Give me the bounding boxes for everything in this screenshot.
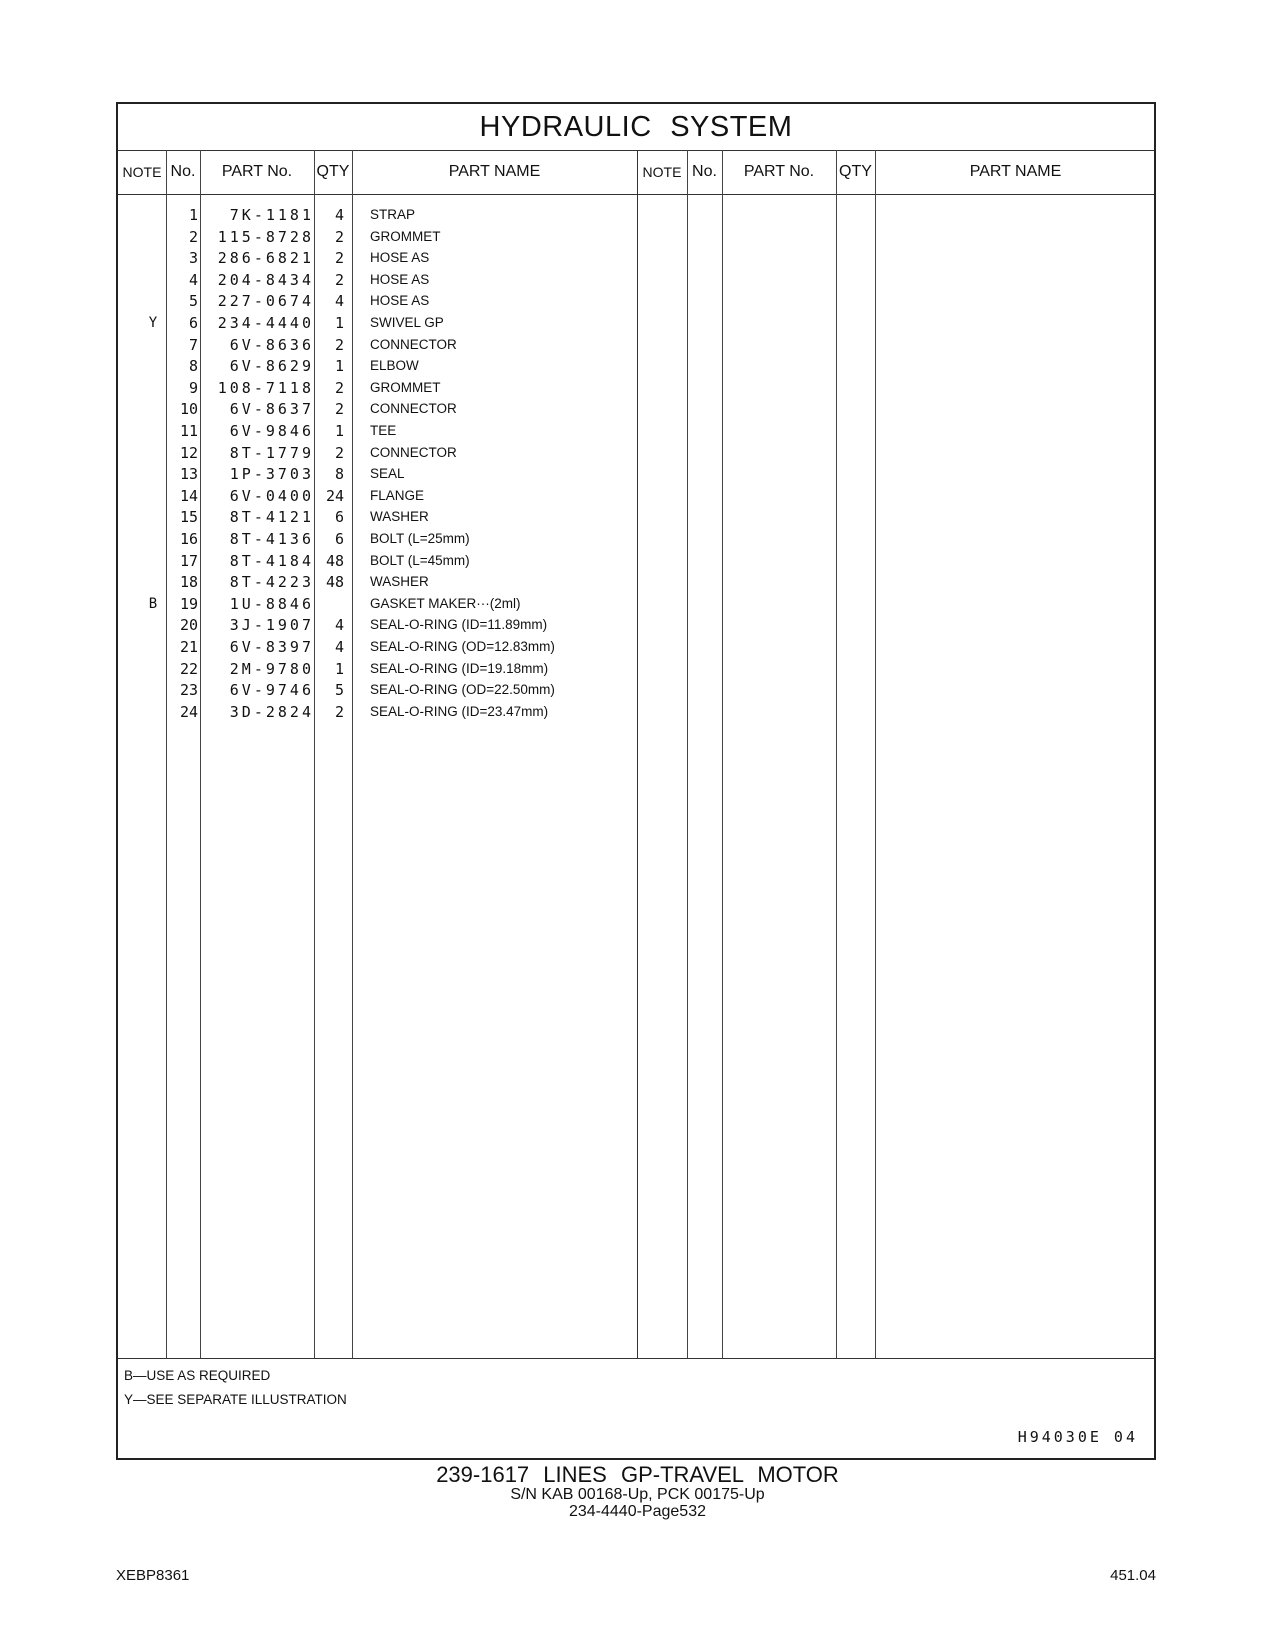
item-number-cell: 19	[179, 594, 198, 613]
note-cell: B	[148, 595, 158, 612]
col-line	[722, 150, 723, 1358]
table-row	[118, 701, 637, 723]
part-number-cell: 8T-4121	[229, 508, 314, 527]
table-row	[118, 571, 637, 593]
quantity-cell: 2	[334, 270, 344, 289]
table-row	[118, 290, 637, 312]
table-row	[118, 593, 637, 615]
item-number-cell: 6	[188, 314, 198, 332]
item-number-cell: 7	[188, 335, 198, 354]
part-name-cell: HOSE AS	[370, 250, 430, 266]
header-part-name-right: PART NAME	[969, 163, 1062, 180]
note-b: B—USE AS REQUIRED	[124, 1368, 271, 1383]
header-divider	[118, 194, 1154, 195]
part-name-cell: SEAL-O-RING (OD=22.50mm)	[370, 682, 555, 698]
part-name-cell: SWIVEL GP	[370, 315, 444, 330]
part-number-cell: 6V-8637	[229, 400, 314, 419]
part-number-cell: 6V-0400	[229, 486, 314, 505]
part-name-cell: TEE	[370, 423, 397, 438]
quantity-cell: 1	[334, 357, 344, 376]
part-name-cell: GASKET MAKER···(2ml)	[370, 595, 521, 611]
part-number-cell: 234-4440	[217, 314, 314, 332]
part-name-cell: SEAL-O-RING (ID=23.47mm)	[370, 703, 549, 719]
item-number-cell: 10	[179, 400, 198, 419]
table-row	[118, 334, 637, 356]
part-number-cell: 8T-4223	[229, 573, 314, 592]
table-row	[118, 420, 637, 442]
item-number-cell: 12	[179, 443, 198, 462]
header-no-right: No.	[692, 163, 717, 180]
part-name-cell: ELBOW	[370, 358, 419, 374]
part-name-cell: HOSE AS	[370, 271, 430, 287]
table-row	[118, 528, 637, 550]
quantity-cell: 2	[334, 400, 344, 419]
header-note-right: NOTE	[642, 164, 682, 180]
quantity-cell: 6	[334, 508, 344, 527]
header-no: No.	[170, 163, 196, 180]
part-number-cell: 227-0674	[217, 292, 314, 311]
part-number-cell: 8T-4184	[229, 551, 314, 570]
item-number-cell: 14	[179, 486, 198, 505]
quantity-cell: 4	[334, 616, 344, 635]
part-number-cell: 1P-3703	[229, 465, 314, 484]
item-number-cell: 4	[188, 270, 198, 289]
quantity-cell: 2	[334, 702, 344, 721]
table-row	[118, 550, 637, 572]
quantity-cell: 48	[325, 551, 344, 570]
part-number-cell: 204-8434	[217, 270, 314, 289]
part-name-cell: CONNECTOR	[370, 336, 457, 352]
quantity-cell: 4	[334, 206, 344, 224]
part-number-cell: 3J-1907	[229, 616, 314, 635]
table-row	[118, 355, 637, 377]
note-cell: Y	[148, 315, 158, 331]
header-part-no: PART No.	[221, 163, 293, 180]
part-number-cell: 8T-4136	[229, 530, 314, 548]
part-number-cell: 6V-8629	[229, 357, 314, 376]
group-title: 239-1617 LINES GP-TRAVEL MOTOR	[436, 1462, 839, 1487]
header-part-no-right: PART No.	[743, 163, 815, 180]
table-row	[118, 377, 637, 399]
part-name-cell: GROMMET	[370, 228, 441, 244]
item-number-cell: 9	[188, 378, 198, 397]
table-row	[118, 312, 637, 334]
document-code: XEBP8361	[116, 1567, 190, 1584]
col-line	[687, 150, 688, 1358]
header-note: NOTE	[122, 164, 162, 180]
serial-range: S/N KAB 00168-Up, PCK 00175-Up	[510, 1486, 765, 1503]
item-number-cell: 1	[188, 206, 198, 224]
table-row	[118, 247, 637, 269]
part-name-cell: BOLT (L=25mm)	[370, 531, 470, 546]
notes-divider	[118, 1358, 1154, 1359]
item-number-cell: 23	[179, 681, 198, 700]
part-number-cell: 108-7118	[217, 378, 314, 397]
item-number-cell: 3	[188, 249, 198, 268]
note-y: Y—SEE SEPARATE ILLUSTRATION	[124, 1392, 347, 1407]
header-part-name: PART NAME	[448, 163, 541, 180]
table-row	[118, 485, 637, 507]
col-line	[875, 150, 876, 1358]
item-number-cell: 24	[179, 702, 198, 721]
header-qty-right: QTY	[839, 163, 872, 180]
item-number-cell: 16	[179, 530, 198, 548]
part-name-cell: SEAL	[370, 466, 405, 482]
table-row	[118, 658, 637, 680]
page-reference: 234-4440-Page532	[568, 1503, 706, 1520]
part-number-cell: 1U-8846	[229, 594, 314, 613]
item-number-cell: 11	[179, 422, 198, 440]
quantity-cell: 24	[325, 486, 344, 505]
item-number-cell: 18	[179, 573, 198, 592]
quantity-cell: 2	[334, 227, 344, 246]
part-name-cell: SEAL-O-RING (ID=11.89mm)	[370, 617, 548, 633]
part-name-cell: GROMMET	[370, 379, 441, 395]
table-row	[118, 463, 637, 485]
part-name-cell: SEAL-O-RING (ID=19.18mm)	[370, 660, 549, 676]
part-name-cell: BOLT (L=45mm)	[370, 552, 470, 568]
part-number-cell: 6V-9746	[229, 681, 314, 700]
quantity-cell: 1	[334, 422, 344, 440]
part-name-cell: WASHER	[370, 574, 429, 590]
illustration-code: H94030E 04	[1017, 1428, 1138, 1446]
item-number-cell: 5	[188, 292, 198, 311]
item-number-cell: 22	[179, 659, 198, 678]
part-name-cell: CONNECTOR	[370, 401, 457, 417]
item-number-cell: 17	[179, 551, 198, 570]
table-row	[118, 614, 637, 636]
quantity-cell: 5	[334, 681, 344, 700]
item-number-cell: 15	[179, 508, 198, 527]
item-number-cell: 21	[179, 638, 198, 656]
quantity-cell: 4	[334, 638, 344, 656]
part-number-cell: 2M-9780	[229, 659, 314, 678]
quantity-cell: 2	[334, 249, 344, 268]
col-line	[836, 150, 837, 1358]
quantity-cell: 4	[334, 292, 344, 311]
part-number-cell: 7K-1181	[229, 206, 314, 224]
page-number: 451.04	[1110, 1567, 1156, 1584]
part-number-cell: 8T-1779	[229, 443, 314, 462]
section-title: HYDRAULIC SYSTEM	[479, 111, 793, 143]
table-row	[118, 442, 637, 464]
part-number-cell: 115-8728	[217, 227, 314, 246]
part-number-cell: 286-6821	[217, 249, 314, 268]
item-number-cell: 8	[188, 357, 198, 376]
part-name-cell: STRAP	[370, 207, 416, 222]
quantity-cell: 8	[334, 465, 344, 484]
header-qty: QTY	[316, 163, 350, 180]
quantity-cell: 6	[334, 530, 344, 548]
part-number-cell: 6V-8397	[229, 638, 314, 656]
quantity-cell: 1	[334, 659, 344, 678]
quantity-cell: 2	[334, 443, 344, 462]
quantity-cell: 48	[325, 573, 344, 592]
item-number-cell: 13	[179, 465, 198, 484]
item-number-cell: 2	[188, 227, 198, 246]
quantity-cell: 2	[334, 378, 344, 397]
center-divider	[637, 150, 638, 1358]
quantity-cell: 2	[334, 335, 344, 354]
part-name-cell: SEAL-O-RING (OD=12.83mm)	[370, 639, 555, 654]
part-number-cell: 3D-2824	[229, 702, 314, 721]
table-row	[118, 506, 637, 528]
table-row	[118, 226, 637, 248]
parts-table-frame	[116, 102, 1156, 1460]
part-number-cell: 6V-9846	[229, 422, 314, 440]
table-row	[118, 269, 637, 291]
quantity-cell: 1	[334, 314, 344, 332]
part-name-cell: HOSE AS	[370, 293, 430, 309]
table-row	[118, 398, 637, 420]
part-name-cell: FLANGE	[370, 487, 425, 503]
table-row	[118, 204, 637, 226]
table-row	[118, 636, 637, 658]
part-name-cell: WASHER	[370, 509, 429, 525]
part-number-cell: 6V-8636	[229, 335, 314, 354]
part-name-cell: CONNECTOR	[370, 444, 457, 460]
item-number-cell: 20	[179, 616, 198, 635]
table-row	[118, 679, 637, 701]
